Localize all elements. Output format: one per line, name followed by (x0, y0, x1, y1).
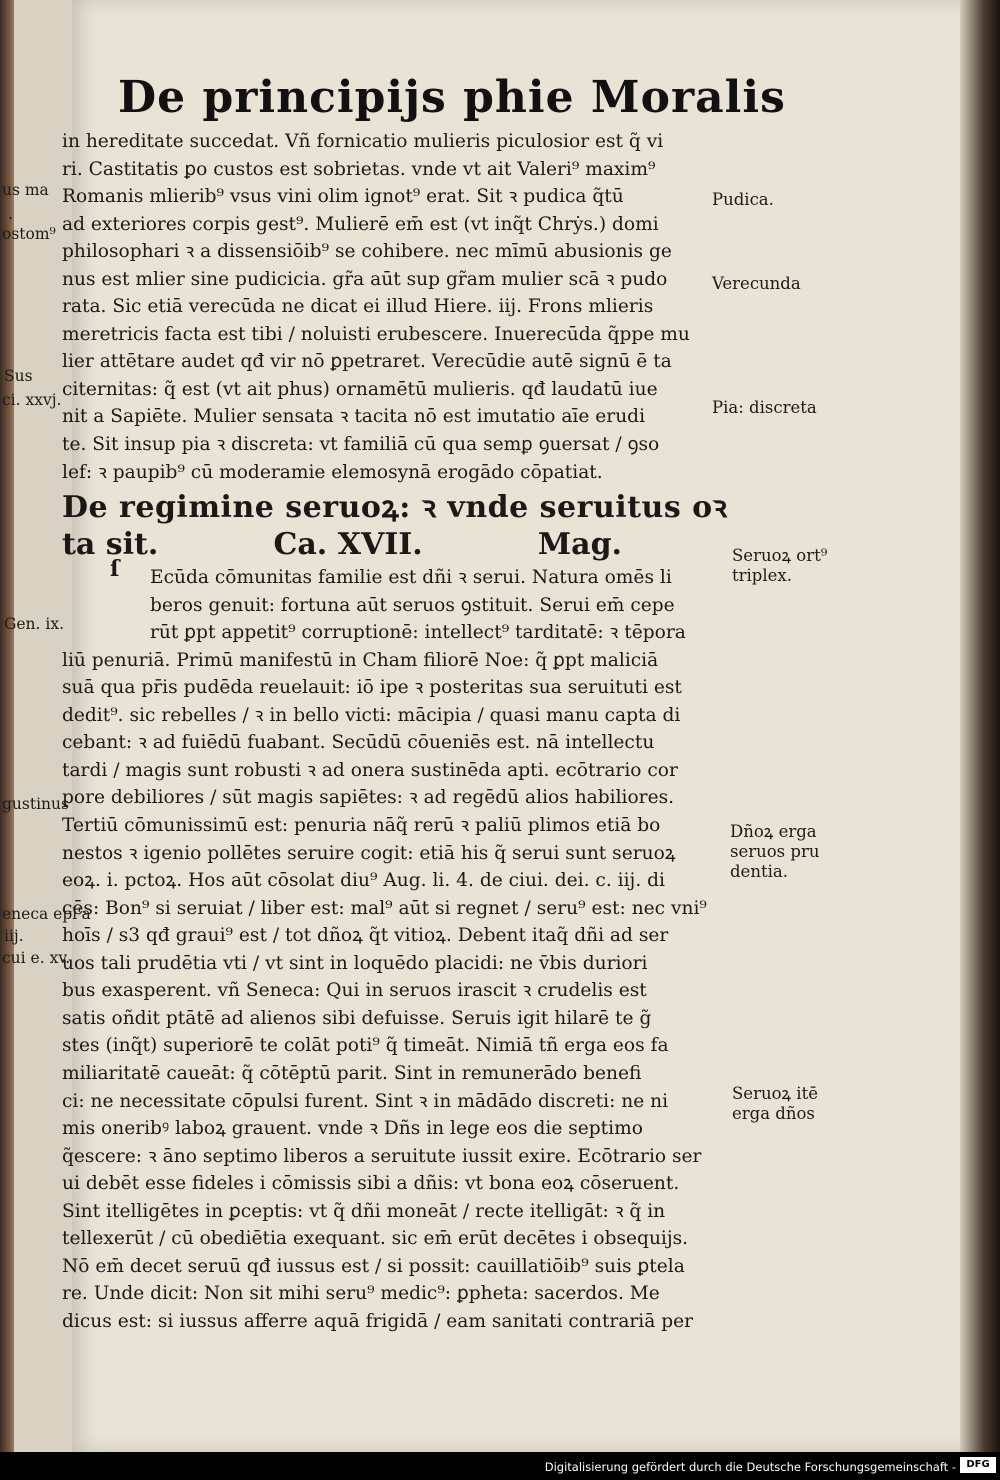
text-line: tellexerūt / cū obediētia exequant. sic em̄ erūt decētes i obsequijs. (62, 1228, 689, 1250)
text-line: Ecūda cōmunitas familie est dñi ꝛ serui. Natura omēs li (150, 567, 672, 589)
margin-note-verecunda: Verecunda (712, 274, 801, 293)
text-line: suā qua pr̄is pudēda reuelauit: iō ipe ꝛ posteritas sua seruituti est (62, 677, 682, 699)
chapter-number: Ca. XVII. (273, 527, 423, 563)
margin-note-line: triplex. (732, 566, 792, 585)
margin-note-line: erga dños (732, 1104, 815, 1123)
margin-note-pia: Pia: discreta (712, 398, 817, 417)
initial-marker: ſ (110, 556, 120, 582)
margin-left-note: Sus (4, 367, 33, 385)
text-line: hoīs / s3 qđ graui⁹ est / tot dñoꝝ q̃t vitioꝝ. Debent itaq̃ dñi ad ser (62, 925, 669, 947)
text-line: lef: ꝛ paupib⁹ cū moderamie elemosynā erogādo cōpatiat. (62, 461, 603, 483)
text-line: citernitas: q̃ est (vt ait phus) ornamētū mulieris. qđ laudatū iue (62, 378, 658, 400)
text-line: Romanis mlierib⁹ vsus vini olim ignot⁹ erat. Sit ꝛ pudica q̃tū (62, 186, 624, 208)
page-title: De principijs phie Moralis (118, 72, 786, 123)
text-line: rata. Sic etiā verecūda ne dicat ei illud Hiere. iij. Frons mlieris (62, 296, 654, 318)
text-line: miliaritatē caueāt: q̃ cōtēptū parit. Sint in remunerādo benefi (62, 1062, 642, 1084)
text-line: in hereditate succedat. Vñ fornicatio mulieris piculosior est q̃ vi (62, 131, 664, 152)
text-line: uos tali prudētia vti / vt sint in loquēdo placidi: ne v̄bis duriori (62, 952, 648, 974)
text-line: meretricis facta est tibi / noluisti erubescere. Inuerecūda q̃ppe mu (62, 323, 690, 345)
text-line: Sint itelligētes in ꝑceptis: vt q̃ dñi moneāt / recte itelligāt: ꝛ q̃ in (62, 1200, 666, 1222)
text-line: dicus est: si iussus afferre aquā frigidā / eam sanitati contrariā per (62, 1310, 694, 1332)
text-line: nus est mlier sine pudicicia. gr̃a aūt sup gr̃am mulier scā ꝛ pudo (62, 268, 668, 290)
chapter-heading-row (62, 526, 622, 564)
margin-left-note: us ma (2, 181, 49, 199)
text-line: lier attētare audet qđ vir nō ꝑpetraret. Verecūdie autē signū ē ta (62, 351, 672, 373)
margin-note-dnorum (730, 822, 819, 882)
margin-left-note: ostom⁹ (2, 225, 56, 243)
text-line: nestos ꝛ igenio pollētes seruire cogit: etiā his q̃ serui sunt seruoꝝ (62, 842, 676, 864)
margin-note-seruorum-ite (732, 1084, 818, 1124)
margin-note-line: Seruoꝝ ort⁹ (732, 546, 828, 565)
text-line: beros genuit: fortuna aūt seruos ꝯstituit. Serui em̄ cepe (150, 594, 675, 616)
margin-note-line: dentia. (730, 862, 788, 881)
margin-note-line: Dñoꝝ erga (730, 822, 817, 841)
text-line: cebant: ꝛ ad fuiēdū fuabant. Secūdū cōueniēs est. nā intellectu (62, 732, 655, 754)
margin-left-note: Gen. ix. (4, 615, 65, 633)
main-text-block (62, 128, 728, 1335)
text-line: bus exasperent. vñ Seneca: Qui in seruos irascit ꝛ crudelis est (62, 980, 647, 1002)
margin-left-note: . (8, 205, 13, 223)
margin-left-note: ci. xxvj. (2, 391, 62, 409)
text-line: eoꝝ. i. pctoꝝ. Hos aūt cōsolat diu⁹ Aug. li. 4. de ciui. dei. c. iij. di (62, 870, 665, 892)
margin-note-seruorum (732, 546, 827, 586)
text-line: rūt ꝑpt appetit⁹ corruptionē: intellect⁹ tarditatē: ꝛ tēpora (150, 622, 686, 644)
text-line: dedit⁹. sic rebelles / ꝛ in bello victi: mācipia / quasi manu capta di (62, 704, 681, 726)
funding-credit: Digitalisierung gefördert durch die Deutsche Forschungsgemeinschaft - (544, 1460, 956, 1474)
text-line: te. Sit insup pia ꝛ discreta: vt familiā cū qua semꝑ ꝯuersat / ꝯso (62, 434, 660, 456)
chapter-heading: De regimine seruoꝝ: ꝛ vnde seruitus oꝛ (62, 490, 728, 526)
text-line: ci: ne necessitate cōpulsi furent. Sint ꝛ in mādādo discreti: ne ni (62, 1090, 669, 1112)
text-line: ri. Castitatis ꝑo custos est sobrietas. vnde vt ait Valeri⁹ maxim⁹ (62, 158, 656, 180)
margin-note-line: seruos pru (730, 842, 820, 861)
text-line: philosophari ꝛ a dissensiōib⁹ se cohibere. nec mīmū abusionis ge (62, 241, 672, 263)
text-line: Nō em̄ decet seruū qđ iussus est / si possit: cauillatiōib⁹ suis ꝑtela (62, 1255, 685, 1277)
text-line: re. Unde dicit: Non sit mihi seru⁹ medic⁹: ꝑpheta: sacerdos. Me (62, 1283, 660, 1305)
chapter-body (62, 564, 722, 619)
text-line: liū penuriā. Primū manifestū in Cham filiorē Noe: q̃ ꝑpt maliciā (62, 649, 659, 671)
chapter-heading-end: ta sit. (62, 527, 159, 563)
text-line: pore debiliores / sūt magis sapiētes: ꝛ ad regēdū alios habiliores. (62, 787, 675, 809)
margin-left-note: gustinus (2, 795, 69, 813)
text-line: mis oneribꝰ laboꝝ grauent. vnde ꝛ Dñs in lege eos die septimo (62, 1118, 643, 1140)
margin-left-note: cui e. xv. (2, 949, 71, 967)
text-line: tardi / magis sunt robusti ꝛ ad onera sustinēda apti. ecōtrario cor (62, 759, 678, 781)
page-edge (960, 0, 1000, 1452)
margin-note-line: Seruoꝝ itē (732, 1084, 818, 1103)
text-line: q̃escere: ꝛ āno septimo liberos a seruitute iussit exire. Ecōtrario ser (62, 1145, 702, 1167)
dfg-logo: DFG (960, 1457, 996, 1473)
text-line: stes (inq̃t) superiorē te colāt poti⁹ q̃ timeāt. Nimiā tñ erga eos fa (62, 1035, 669, 1057)
margin-left-note: iij. (4, 927, 24, 945)
text-line: ui debēt esse fideles i cōmissis sibi a dñis: vt bona eoꝝ cōseruent. (62, 1173, 680, 1195)
chapter-source: Mag. (537, 527, 622, 563)
text-line: nit a Sapiēte. Mulier sensata ꝛ tacita nō est imutatio aīe erudi (62, 406, 646, 428)
text-line: satis oñdit ptātē ad alienos sibi defuisse. Seruis igit hilarē te g̃ (62, 1007, 652, 1029)
text-line: Tertiū cōmunissimū est: penuria nāq̃ rerū ꝛ paliū plimos etiā bo (62, 815, 661, 837)
margin-note-pudica: Pudica. (712, 190, 774, 209)
margin-left-note: eneca epl'a (2, 905, 91, 923)
text-line: cēs: Bon⁹ si seruiat / liber est: mal⁹ aūt si regnet / seru⁹ est: nec vni⁹ (62, 897, 707, 919)
text-line: ad exteriores corpis gest⁹. Mulierē em̄ est (vt inq̃t Chrẏs.) domi (62, 213, 659, 235)
